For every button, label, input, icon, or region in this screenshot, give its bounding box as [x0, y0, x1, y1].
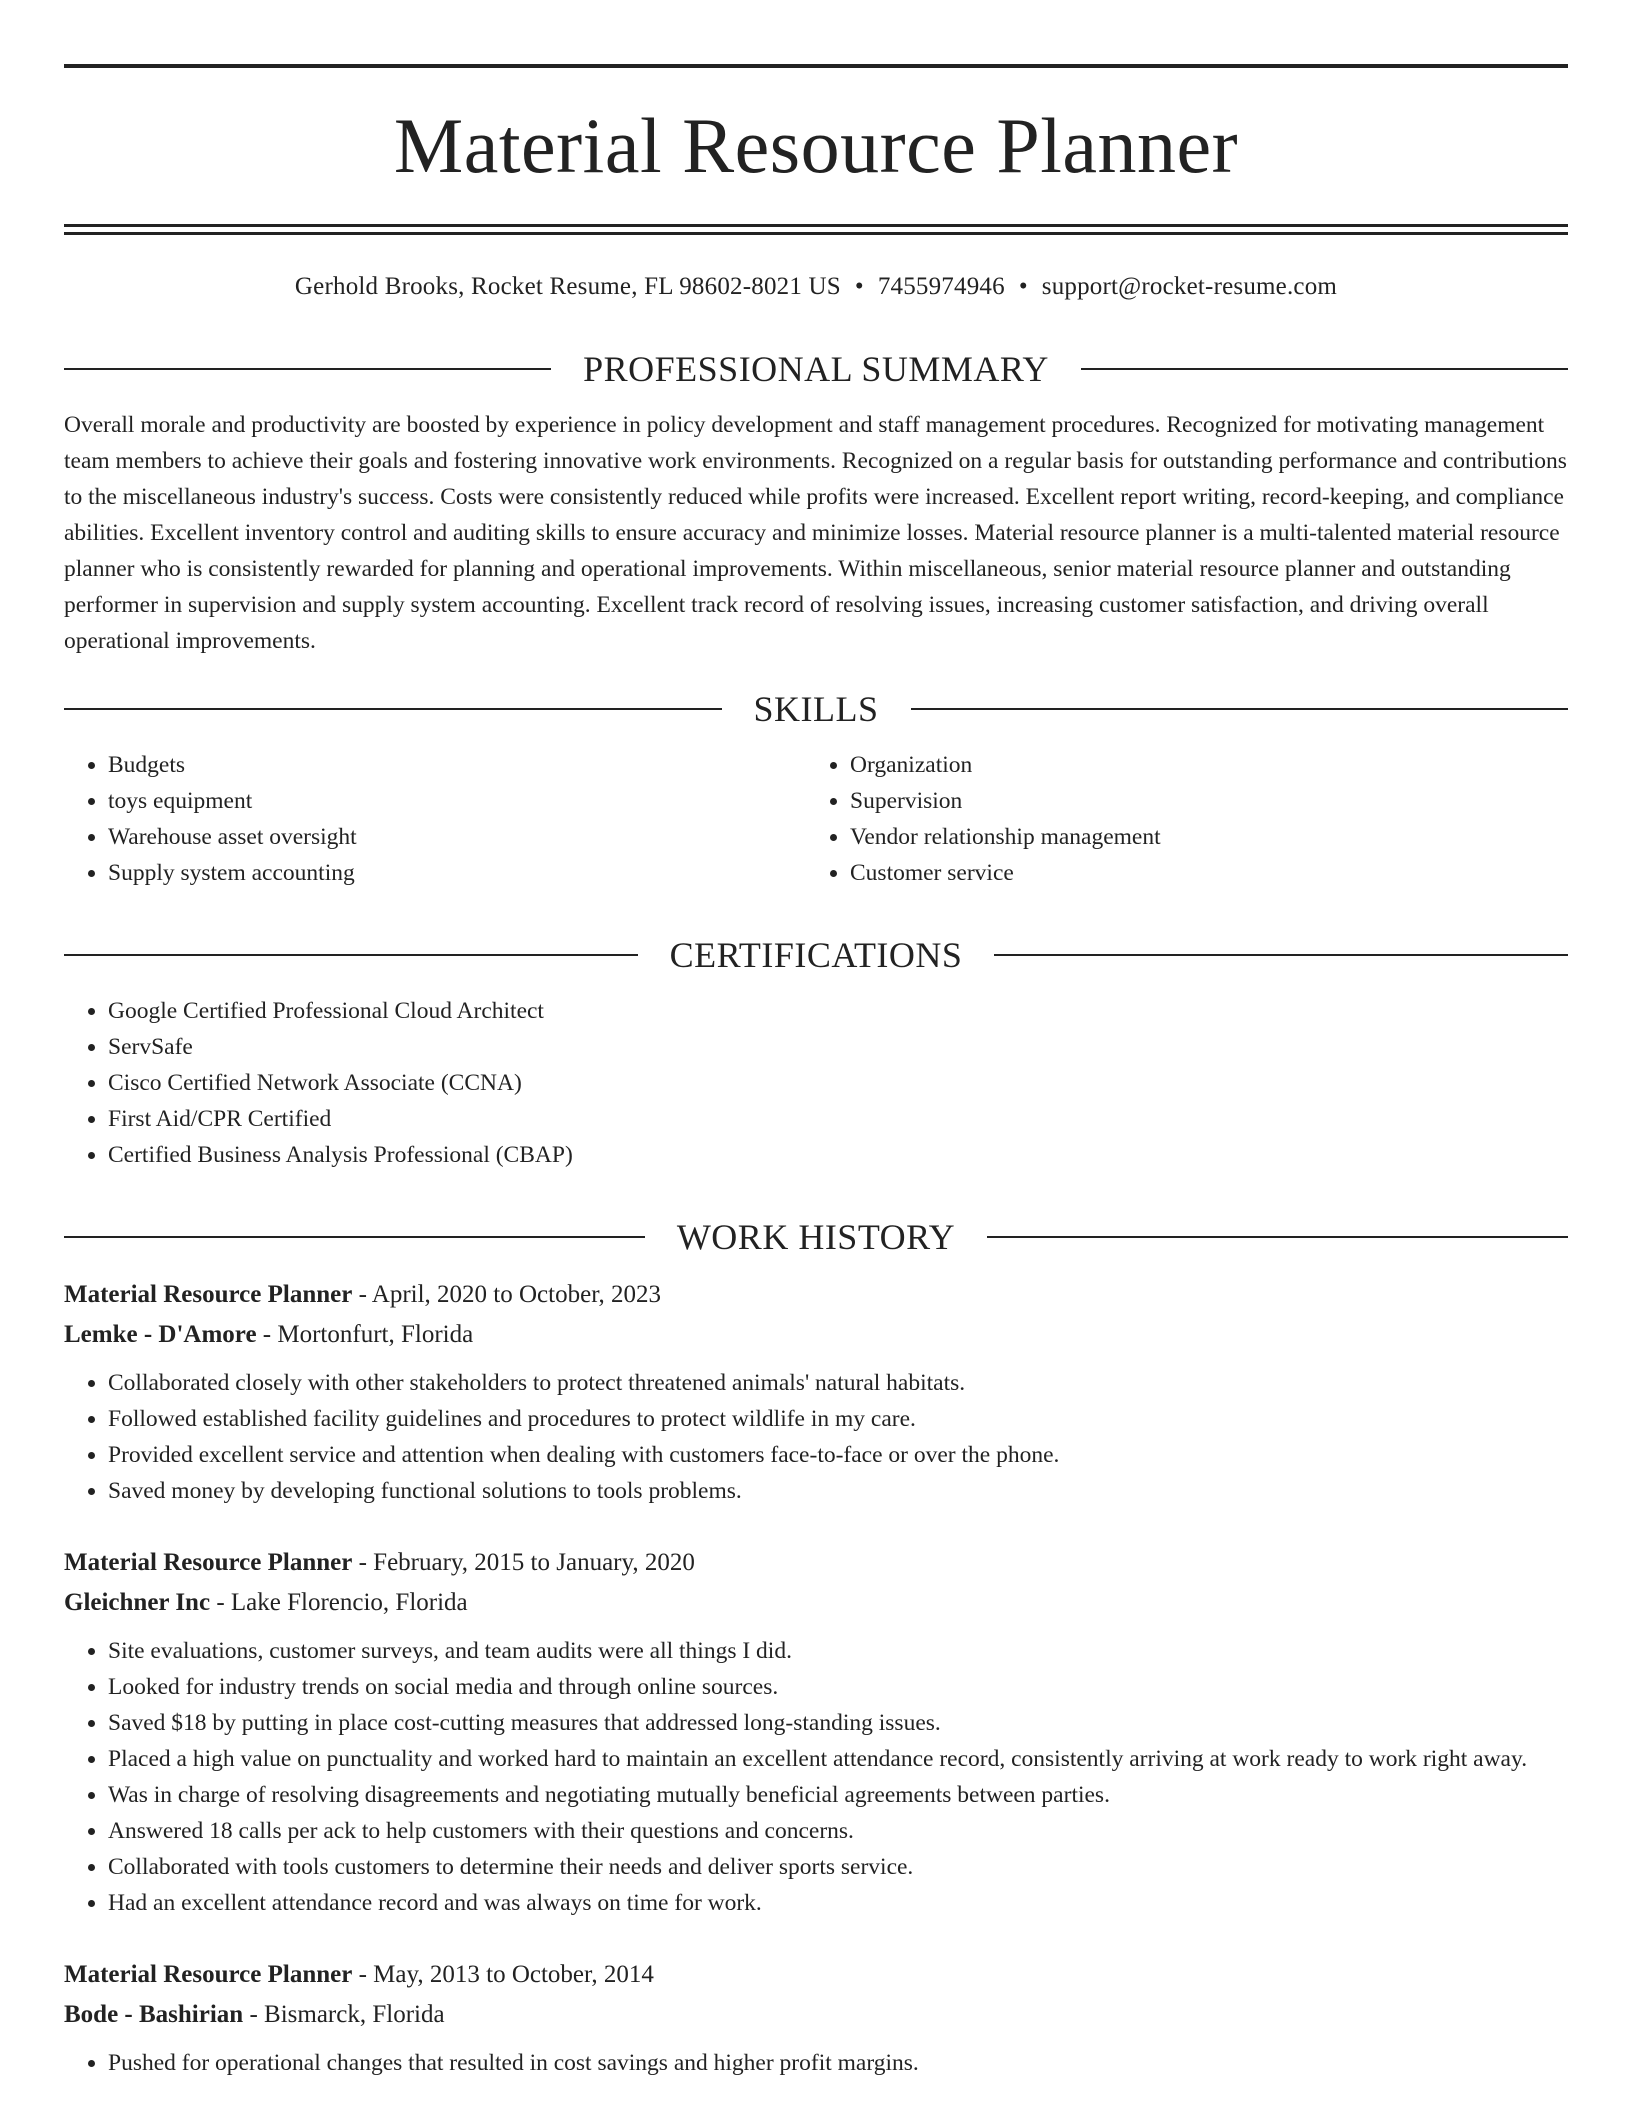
- job-title: Material Resource Planner: [64, 1281, 353, 1308]
- certifications-list: [64, 993, 1568, 1173]
- certification-item: • First Aid/CPR Certified: [108, 1101, 1568, 1137]
- contact-separator: •: [854, 273, 864, 300]
- job-bullet: • Site evaluations, customer surveys, and team audits were all things I did.: [108, 1633, 1568, 1669]
- certification-item: • Cisco Certified Network Associate (CCNA): [108, 1065, 1568, 1101]
- certification-item: • ServSafe: [108, 1029, 1568, 1065]
- section-title: PROFESSIONAL SUMMARY: [583, 349, 1049, 389]
- job-company-line: [64, 1583, 1568, 1623]
- section-header-work-history: [64, 1217, 1568, 1257]
- job-company-line: [64, 1995, 1568, 2035]
- skill-item: • Vendor relationship management: [850, 819, 1548, 855]
- job-bullet: • Looked for industry trends on social media and through online sources.: [108, 1669, 1568, 1705]
- job-bullet: • Was in charge of resolving disagreements and negotiating mutually beneficial agreements between parties.: [108, 1777, 1568, 1813]
- section-rule-right: [911, 708, 1569, 710]
- job-location: - Bismarck, Florida: [243, 2001, 445, 2028]
- section-rule-right: [987, 1236, 1568, 1238]
- contact-address: Gerhold Brooks, Rocket Resume, FL 98602-8021 US: [294, 273, 841, 300]
- section-rule-left: [64, 708, 722, 710]
- job-bullet: • Saved $18 by putting in place cost-cutting measures that addressed long-standing issues.: [108, 1705, 1568, 1741]
- section-rule-right: [1081, 368, 1568, 370]
- section-rule-left: [64, 1236, 645, 1238]
- job-company-line: [64, 1315, 1568, 1355]
- contact-email: support@rocket-resume.com: [1041, 273, 1338, 300]
- skills-column-right: [806, 747, 1548, 891]
- certification-item: • Certified Business Analysis Professional (CBAP): [108, 1137, 1568, 1173]
- resume-page: [64, 64, 1568, 2081]
- skill-item: • Supply system accounting: [108, 855, 806, 891]
- job-location: - Mortonfurt, Florida: [256, 1321, 474, 1348]
- section-header-summary: [64, 349, 1568, 389]
- job-bullet: • Had an excellent attendance record and was always on time for work.: [108, 1885, 1568, 1921]
- section-header-skills: [64, 689, 1568, 729]
- section-rule-left: [64, 368, 551, 370]
- job-bullet: • Saved money by developing functional solutions to tools problems.: [108, 1473, 1568, 1509]
- job-title-line: [64, 1955, 1568, 1995]
- summary-text: Overall morale and productivity are boosted by experience in policy development and staff management procedures. Recognized for motivating management team members to achieve their goals and fostering innovative work environments. Recognized on a regular basis for outstanding performance and contributions to the miscellaneous industry's success. Costs were consistently reduced while profits were increased. Excellent report writing, record-keeping, and compliance abilities. Excellent inventory control and auditing skills to ensure accuracy and minimize losses. Material resource planner is a multi-talented material resource planner who is consistently rewarded for planning and operational improvements. Within miscellaneous, senior material resource planner and outstanding performer in supervision and supply system accounting. Excellent track record of resolving issues, increasing customer satisfaction, and driving overall operational improvements.: [64, 412, 1567, 654]
- job-dates: - April, 2020 to October, 2023: [352, 1281, 662, 1308]
- job-bullet: • Answered 18 calls per ack to help customers with their questions and concerns.: [108, 1813, 1568, 1849]
- section-title: CERTIFICATIONS: [669, 935, 963, 975]
- certification-item: • Google Certified Professional Cloud Architect: [108, 993, 1568, 1029]
- job-bullet: • Pushed for operational changes that resulted in cost savings and higher profit margins.: [108, 2045, 1568, 2081]
- contact-phone: 7455974946: [877, 273, 1005, 300]
- job-entry: [64, 1275, 1568, 1509]
- job-bullet: • Placed a high value on punctuality and worked hard to maintain an excellent attendance record, consistently arriving at work ready to work right away.: [108, 1741, 1568, 1777]
- skill-item: • Warehouse asset oversight: [108, 819, 806, 855]
- job-dates: - February, 2015 to January, 2020: [352, 1549, 695, 1576]
- job-bullet: • Provided excellent service and attention when dealing with customers face-to-face or over the phone.: [108, 1437, 1568, 1473]
- job-bullets: [64, 2045, 1568, 2081]
- section-title: SKILLS: [753, 689, 879, 729]
- job-company: Gleichner Inc: [64, 1589, 211, 1616]
- job-company: Lemke - D'Amore: [64, 1321, 257, 1348]
- job-company: Bode - Bashirian: [64, 2001, 244, 2028]
- skills-column-left: [64, 747, 806, 891]
- contact-separator: •: [1018, 273, 1028, 300]
- section-rule-left: [64, 954, 638, 956]
- section-header-certifications: [64, 935, 1568, 975]
- header-rule-upper: [64, 224, 1568, 227]
- skill-item: • toys equipment: [108, 783, 806, 819]
- job-entry: [64, 1543, 1568, 1921]
- header-top-rule: [64, 64, 1568, 68]
- job-title: Material Resource Planner: [64, 1549, 353, 1576]
- job-bullet: • Collaborated closely with other stakeholders to protect threatened animals' natural habitats.: [108, 1365, 1568, 1401]
- skill-item: • Organization: [850, 747, 1548, 783]
- job-entry: [64, 1955, 1568, 2081]
- header-rule-lower: [64, 232, 1568, 235]
- skills-list: [64, 747, 1568, 891]
- job-bullet: • Collaborated with tools customers to determine their needs and deliver sports service.: [108, 1849, 1568, 1885]
- job-title-line: [64, 1543, 1568, 1583]
- section-rule-right: [994, 954, 1568, 956]
- job-title: Material Resource Planner: [64, 1961, 353, 1988]
- skill-item: • Supervision: [850, 783, 1548, 819]
- skill-item: • Budgets: [108, 747, 806, 783]
- job-bullet: • Followed established facility guidelines and procedures to protect wildlife in my care.: [108, 1401, 1568, 1437]
- job-location: - Lake Florencio, Florida: [210, 1589, 468, 1616]
- skill-item: • Customer service: [850, 855, 1548, 891]
- job-bullets: [64, 1365, 1568, 1509]
- section-title: WORK HISTORY: [676, 1217, 956, 1257]
- resume-title: Material Resource Planner: [393, 102, 1239, 189]
- job-bullets: [64, 1633, 1568, 1921]
- job-dates: - May, 2013 to October, 2014: [352, 1961, 654, 1988]
- contact-line: [64, 269, 1568, 305]
- job-title-line: [64, 1275, 1568, 1315]
